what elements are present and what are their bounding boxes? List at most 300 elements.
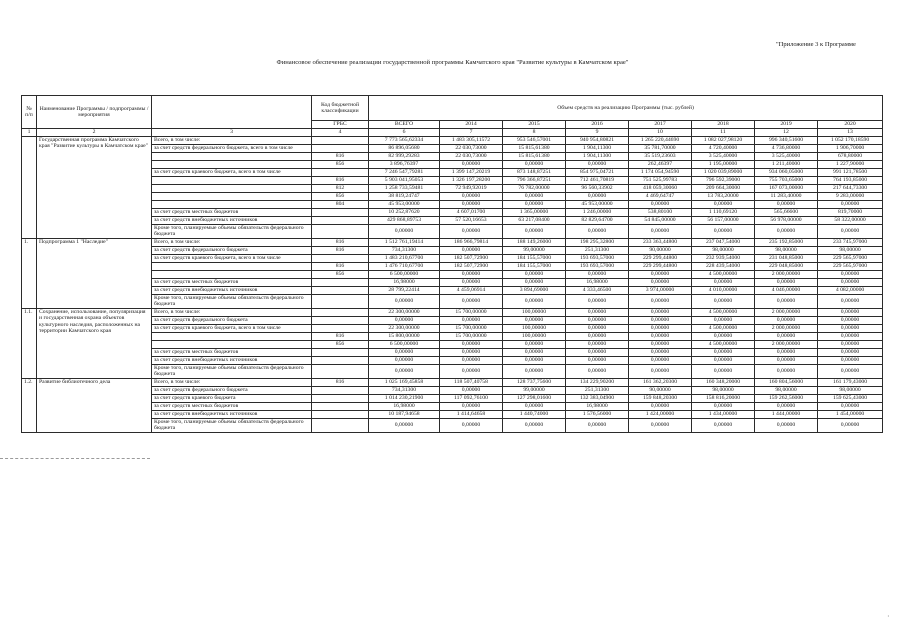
table-row: [22, 160, 883, 168]
grbs-code: [312, 216, 369, 224]
amount-year: 0,00000: [818, 316, 883, 324]
table-row: [22, 262, 883, 270]
amount-year: 712 461,70819: [566, 176, 629, 184]
amount-year: 100,00000: [503, 324, 566, 332]
amount-year: 0,00000: [503, 200, 566, 208]
amount-year: 0,00000: [692, 278, 755, 286]
funding-source: за счет средств внебюджетных источников: [152, 356, 312, 364]
grbs-code: 816: [312, 246, 369, 254]
amount-year: 4 607,01700: [440, 208, 503, 216]
amount-year: 0,00000: [755, 418, 818, 432]
funding-source: Кроме того, планируемые объемы обязательств федерального бюджета: [152, 418, 312, 432]
amount-year: 251,31300: [566, 386, 629, 394]
amount-year: 0,00000: [818, 418, 883, 432]
amount-year: 58 322,00000: [818, 216, 883, 224]
amount-total: 7 246 547,79281: [369, 168, 440, 176]
amount-year: 0,00000: [503, 192, 566, 200]
amount-year: 118 507,40758: [440, 378, 503, 386]
amount-year: 0,00000: [755, 278, 818, 286]
row-number: [22, 136, 37, 238]
table-row: [22, 152, 883, 160]
amount-total: 16,98000: [369, 402, 440, 410]
amount-year: 0,00000: [818, 224, 883, 238]
table-row: [22, 208, 883, 216]
amount-year: 100,00000: [503, 308, 566, 316]
amount-year: 198 295,32800: [566, 238, 629, 246]
grbs-code: 816: [312, 152, 369, 160]
amount-year: 0,00000: [503, 316, 566, 324]
table-row: [22, 378, 883, 386]
amount-year: 0,00000: [818, 270, 883, 278]
grbs-code: [312, 168, 369, 176]
amount-year: 2 000,00000: [755, 308, 818, 316]
amount-year: 16,98000: [566, 278, 629, 286]
amount-total: 0,00000: [369, 348, 440, 356]
amount-total: 1 483 210,67700: [369, 254, 440, 262]
amount-year: 0,00000: [692, 348, 755, 356]
appendix-note: "Приложение 3 к Программе: [776, 41, 856, 48]
header-year: 2015: [503, 121, 566, 129]
amount-year: 13 783,20000: [692, 192, 755, 200]
grbs-code: [312, 316, 369, 324]
table-row: [22, 286, 883, 294]
table-row: [22, 278, 883, 286]
grbs-code: [312, 386, 369, 394]
amount-year: 232 939,54000: [692, 254, 755, 262]
amount-year: 15 815,61380: [503, 152, 566, 160]
funding-source: Всего, в том числе:: [152, 308, 312, 316]
funding-source: за счет средств внебюджетных источников: [152, 286, 312, 294]
amount-total: 28 799,22414: [369, 286, 440, 294]
funding-source: за счет средств краевого бюджета: [152, 394, 312, 402]
amount-year: 0,00000: [629, 356, 692, 364]
funding-source: за счет средств местных бюджетов: [152, 278, 312, 286]
amount-year: 15 700,00000: [440, 308, 503, 316]
amount-year: 76 782,00000: [503, 184, 566, 192]
amount-year: 1 326 197,28200: [440, 176, 503, 184]
amount-year: 160 348,20000: [692, 378, 755, 386]
amount-year: 0,00000: [818, 294, 883, 308]
amount-year: 159 262,56000: [755, 394, 818, 402]
grbs-code: 856: [312, 192, 369, 200]
amount-total: 0,00000: [369, 294, 440, 308]
amount-year: 0,00000: [818, 200, 883, 208]
amount-year: 0,00000: [503, 270, 566, 278]
header-year: 2019: [755, 121, 818, 129]
grbs-code: [312, 394, 369, 402]
amount-total: 1 476 710,67700: [369, 262, 440, 270]
amount-year: 3 974,00000: [629, 286, 692, 294]
amount-year: 167 073,00000: [755, 184, 818, 192]
amount-year: 1 195,00000: [692, 160, 755, 168]
amount-year: 0,00000: [440, 200, 503, 208]
table-row: [22, 184, 883, 192]
amount-year: 132 383,04900: [566, 394, 629, 402]
table-row: [22, 364, 883, 378]
table-row: [22, 246, 883, 254]
funding-source: [152, 262, 312, 270]
table-row: [22, 356, 883, 364]
amount-year: 229 299,44800: [629, 262, 692, 270]
amount-total: 1 258 733,59481: [369, 184, 440, 192]
amount-year: 56 978,00000: [755, 216, 818, 224]
amount-total: 734,31300: [369, 386, 440, 394]
amount-year: 1 414,64658: [440, 410, 503, 418]
program-name: Сохранение, использование, популяризация и государственная охрана объектов культурного наследия, расположенных на территории Камчатского края: [37, 308, 152, 378]
amount-year: 0,00000: [692, 200, 755, 208]
amount-total: 0,00000: [369, 316, 440, 324]
table-row: [22, 238, 883, 246]
amount-year: 159 848,20300: [629, 394, 692, 402]
grbs-code: [312, 254, 369, 262]
amount-year: 0,00000: [692, 402, 755, 410]
amount-year: 1 904,11300: [566, 144, 629, 152]
amount-year: 0,00000: [692, 418, 755, 432]
amount-year: 0,00000: [818, 324, 883, 332]
amount-year: 0,00000: [440, 418, 503, 432]
amount-year: 0,00000: [629, 364, 692, 378]
amount-year: 35 781,70000: [629, 144, 692, 152]
table-row: [22, 192, 883, 200]
amount-year: 953 546,57001: [503, 136, 566, 144]
amount-year: 262,46397: [629, 160, 692, 168]
amount-year: 11 283,40000: [755, 192, 818, 200]
amount-year: 188 149,26000: [503, 238, 566, 246]
funding-source: за счет средств федерального бюджета, всего в том числе: [152, 144, 312, 152]
header-year: 2017: [629, 121, 692, 129]
amount-year: 0,00000: [755, 348, 818, 356]
amount-year: 57 520,16653: [440, 216, 503, 224]
amount-year: 0,00000: [566, 418, 629, 432]
amount-year: 0,00000: [755, 402, 818, 410]
amount-year: 3 894,69000: [503, 286, 566, 294]
grbs-code: [312, 308, 369, 316]
amount-year: 1 227,90000: [818, 160, 883, 168]
amount-total: 0,00000: [369, 364, 440, 378]
amount-year: 251,31300: [566, 246, 629, 254]
amount-year: 22 030,73000: [440, 152, 503, 160]
amount-year: 0,00000: [629, 316, 692, 324]
amount-year: 0,00000: [755, 332, 818, 340]
amount-total: 7 773 565,62334: [369, 136, 440, 144]
amount-year: 90,00000: [629, 246, 692, 254]
grbs-code: 856: [312, 160, 369, 168]
amount-year: 991 121,78500: [818, 168, 883, 176]
amount-year: 63 217,08400: [503, 216, 566, 224]
header-year: 2020: [818, 121, 883, 129]
amount-year: 0,00000: [818, 308, 883, 316]
header-volume: Объем средств на реализацию Программы (тыс. рублей): [369, 96, 883, 121]
amount-year: 0,00000: [503, 224, 566, 238]
amount-total: 10 252,87620: [369, 208, 440, 216]
amount-year: 233 363,44800: [629, 238, 692, 246]
column-number: 1: [22, 129, 37, 137]
amount-year: 0,00000: [440, 340, 503, 348]
amount-year: 158 816,20000: [692, 394, 755, 402]
amount-year: 4 500,00000: [692, 324, 755, 332]
amount-year: 237 047,54000: [692, 238, 755, 246]
amount-year: 854 975,04721: [566, 168, 629, 176]
amount-year: 4 500,00000: [692, 340, 755, 348]
amount-year: 159 625,43000: [818, 394, 883, 402]
grbs-code: 804: [312, 200, 369, 208]
amount-year: 217 644,73300: [818, 184, 883, 192]
table-row: [22, 270, 883, 278]
amount-year: 0,00000: [692, 294, 755, 308]
amount-year: 0,00000: [755, 294, 818, 308]
grbs-code: 816: [312, 332, 369, 340]
amount-year: 229 565,97000: [818, 254, 883, 262]
column-number: 10: [629, 129, 692, 137]
funding-source: [152, 160, 312, 168]
funding-source: за счет средств краевого бюджета, всего в том числе: [152, 168, 312, 176]
amount-year: 0,00000: [818, 356, 883, 364]
amount-year: 193 693,57000: [566, 254, 629, 262]
amount-year: 0,00000: [503, 364, 566, 378]
amount-year: 22 030,73000: [440, 144, 503, 152]
funding-source: [152, 200, 312, 208]
amount-year: 1 440,74000: [503, 410, 566, 418]
amount-year: 1 211,40000: [755, 160, 818, 168]
amount-year: 127 298,01600: [503, 394, 566, 402]
amount-year: 233 745,97000: [818, 238, 883, 246]
table-row: [22, 144, 883, 152]
amount-year: 819,70000: [818, 208, 883, 216]
amount-year: 1 110,69120: [692, 208, 755, 216]
amount-total: 82 999,29283: [369, 152, 440, 160]
amount-year: 0,00000: [629, 278, 692, 286]
funding-source: [152, 332, 312, 340]
amount-total: 16,98000: [369, 278, 440, 286]
table-row: [22, 348, 883, 356]
amount-year: 90,00000: [629, 386, 692, 394]
amount-year: 0,00000: [755, 200, 818, 208]
amount-year: 0,00000: [629, 418, 692, 432]
grbs-code: [312, 286, 369, 294]
amount-year: 796 366,87251: [503, 176, 566, 184]
amount-year: 4 082,00000: [818, 286, 883, 294]
amount-year: 3 525,40000: [755, 152, 818, 160]
grbs-code: [312, 410, 369, 418]
header-year: 2018: [692, 121, 755, 129]
amount-year: 0,00000: [629, 224, 692, 238]
amount-year: 418 059,30060: [629, 184, 692, 192]
amount-year: 99,00000: [503, 246, 566, 254]
column-number: 8: [503, 129, 566, 137]
amount-year: 0,00000: [440, 402, 503, 410]
amount-total: 0,00000: [369, 224, 440, 238]
amount-year: 3 525,40000: [692, 152, 755, 160]
table-body: [22, 136, 883, 432]
amount-year: 99,00000: [503, 386, 566, 394]
amount-year: 0,00000: [566, 340, 629, 348]
amount-year: 1 399 147,20219: [440, 168, 503, 176]
grbs-code: [312, 356, 369, 364]
amount-year: 0,00000: [566, 324, 629, 332]
amount-year: 1 424,00000: [629, 410, 692, 418]
amount-year: 1 904,11300: [566, 152, 629, 160]
amount-year: 0,00000: [440, 278, 503, 286]
amount-year: 1 020 039,89000: [692, 168, 755, 176]
amount-total: 45 953,00000: [369, 200, 440, 208]
header-num: № п/п: [22, 96, 37, 129]
amount-year: 15 700,00000: [440, 332, 503, 340]
amount-year: 98,00000: [818, 386, 883, 394]
amount-year: 2 000,00000: [755, 270, 818, 278]
amount-year: 0,00000: [440, 270, 503, 278]
amount-year: 0,00000: [692, 332, 755, 340]
funding-source: за счет средств местных бюджетов: [152, 348, 312, 356]
funding-source: Кроме того, планируемые объемы обязательств федерального бюджета: [152, 364, 312, 378]
document-title: Финансовое обеспечение реализации государственной программы Камчатского края "Развитие культуры в Камчатском крае": [276, 59, 629, 66]
amount-year: 0,00000: [692, 356, 755, 364]
amount-year: 2 000,00000: [755, 324, 818, 332]
amount-year: 0,00000: [629, 294, 692, 308]
amount-year: 0,00000: [440, 356, 503, 364]
column-number: 6: [369, 129, 440, 137]
funding-source: за счет средств федерального бюджета: [152, 316, 312, 324]
table-row: [22, 224, 883, 238]
funding-source: Всего, в том числе:: [152, 378, 312, 386]
table-row: [22, 316, 883, 324]
amount-year: 35 519,23603: [629, 152, 692, 160]
grbs-code: 812: [312, 184, 369, 192]
amount-year: 0,00000: [755, 224, 818, 238]
amount-total: 22 300,00000: [369, 324, 440, 332]
amount-year: 4 469,64747: [629, 192, 692, 200]
amount-year: 4 500,00000: [692, 270, 755, 278]
amount-year: 186 966,79814: [440, 238, 503, 246]
funding-source: [152, 192, 312, 200]
row-number: 1.2.: [22, 378, 37, 432]
amount-year: 873 148,87251: [503, 168, 566, 176]
fold-mark-line: [0, 458, 150, 459]
amount-year: 0,00000: [629, 324, 692, 332]
program-name: Подпрограмма 1 "Наследие": [37, 238, 152, 308]
table-row: [22, 418, 883, 432]
table-row: [22, 332, 883, 340]
grbs-code: [312, 418, 369, 432]
amount-year: 161 179,43000: [818, 378, 883, 386]
amount-year: 98,00000: [755, 246, 818, 254]
amount-year: 4 500,00000: [692, 308, 755, 316]
amount-year: 1 434,00000: [692, 410, 755, 418]
amount-year: 0,00000: [755, 364, 818, 378]
amount-year: 0,00000: [566, 270, 629, 278]
amount-year: 0,00000: [440, 364, 503, 378]
amount-year: 678,80000: [818, 152, 883, 160]
amount-year: 98,00000: [818, 246, 883, 254]
amount-year: 0,00000: [566, 348, 629, 356]
amount-year: 0,00000: [692, 316, 755, 324]
funding-source: за счет средств краевого бюджета, всего в том числе: [152, 324, 312, 332]
funding-source: [152, 176, 312, 184]
amount-year: 184 155,57000: [503, 262, 566, 270]
header-year: 2014: [440, 121, 503, 129]
amount-year: 796 592,39000: [692, 176, 755, 184]
grbs-code: [312, 324, 369, 332]
amount-year: 0,00000: [629, 332, 692, 340]
amount-year: 0,00000: [503, 294, 566, 308]
amount-year: 4 459,06914: [440, 286, 503, 294]
amount-year: 0,00000: [566, 224, 629, 238]
grbs-code: [312, 364, 369, 378]
amount-year: 182 507,72900: [440, 262, 503, 270]
grbs-code: [312, 144, 369, 152]
amount-year: 0,00000: [818, 278, 883, 286]
amount-year: 0,00000: [629, 200, 692, 208]
amount-year: 0,00000: [503, 340, 566, 348]
column-number: 13: [818, 129, 883, 137]
amount-year: 1 265 220,44690: [629, 136, 692, 144]
amount-year: 565,66600: [755, 208, 818, 216]
amount-year: 228 439,54000: [692, 262, 755, 270]
column-number: 2: [37, 129, 152, 137]
amount-year: 0,00000: [818, 340, 883, 348]
column-number: 7: [440, 129, 503, 137]
amount-year: 4 333,46500: [566, 286, 629, 294]
amount-year: 0,00000: [440, 160, 503, 168]
header-year: 2016: [566, 121, 629, 129]
funding-source: [152, 270, 312, 278]
amount-year: 1 483 305,11572: [440, 136, 503, 144]
amount-year: 0,00000: [566, 160, 629, 168]
amount-year: 98,00000: [692, 386, 755, 394]
header-total: ВСЕГО: [369, 121, 440, 129]
header-source: [152, 96, 312, 129]
amount-year: 0,00000: [629, 340, 692, 348]
funding-source: Всего, в том числе:: [152, 238, 312, 246]
amount-year: 0,00000: [566, 192, 629, 200]
amount-year: 229 048,85000: [755, 262, 818, 270]
column-number: 12: [755, 129, 818, 137]
funding-source: за счет средств внебюджетных источников: [152, 410, 312, 418]
grbs-code: 856: [312, 340, 369, 348]
amount-total: 1 512 761,19414: [369, 238, 440, 246]
amount-year: 0,00000: [440, 246, 503, 254]
amount-year: 161 362,20300: [629, 378, 692, 386]
amount-year: 0,00000: [503, 356, 566, 364]
amount-year: 0,00000: [692, 224, 755, 238]
table-row: [22, 402, 883, 410]
amount-total: 15 800,00000: [369, 332, 440, 340]
amount-year: 0,00000: [440, 294, 503, 308]
amount-total: 429 868,89753: [369, 216, 440, 224]
amount-year: 0,00000: [440, 192, 503, 200]
amount-year: 940 954,80821: [566, 136, 629, 144]
amount-year: 117 092,76100: [440, 394, 503, 402]
amount-year: 0,00000: [503, 278, 566, 286]
row-number: 1.1.: [22, 308, 37, 378]
table-row: [22, 176, 883, 184]
amount-year: 0,00000: [566, 308, 629, 316]
grbs-code: [312, 348, 369, 356]
amount-year: 72 949,92019: [440, 184, 503, 192]
amount-year: 0,00000: [629, 270, 692, 278]
grbs-code: [312, 278, 369, 286]
amount-year: 0,00000: [629, 402, 692, 410]
amount-year: 1 906,70000: [818, 144, 883, 152]
amount-total: 38 819,24747: [369, 192, 440, 200]
funding-source: за счет средств федерального бюджета: [152, 246, 312, 254]
table-row: [22, 294, 883, 308]
header-grbs: ГРБС: [312, 121, 369, 129]
header-code: Код бюджетной классификации: [312, 96, 369, 121]
amount-year: 128 737,75600: [503, 378, 566, 386]
table-row: [22, 340, 883, 348]
funding-source: Кроме того, планируемые объемы обязательств федерального бюджета: [152, 294, 312, 308]
grbs-code: [312, 402, 369, 410]
